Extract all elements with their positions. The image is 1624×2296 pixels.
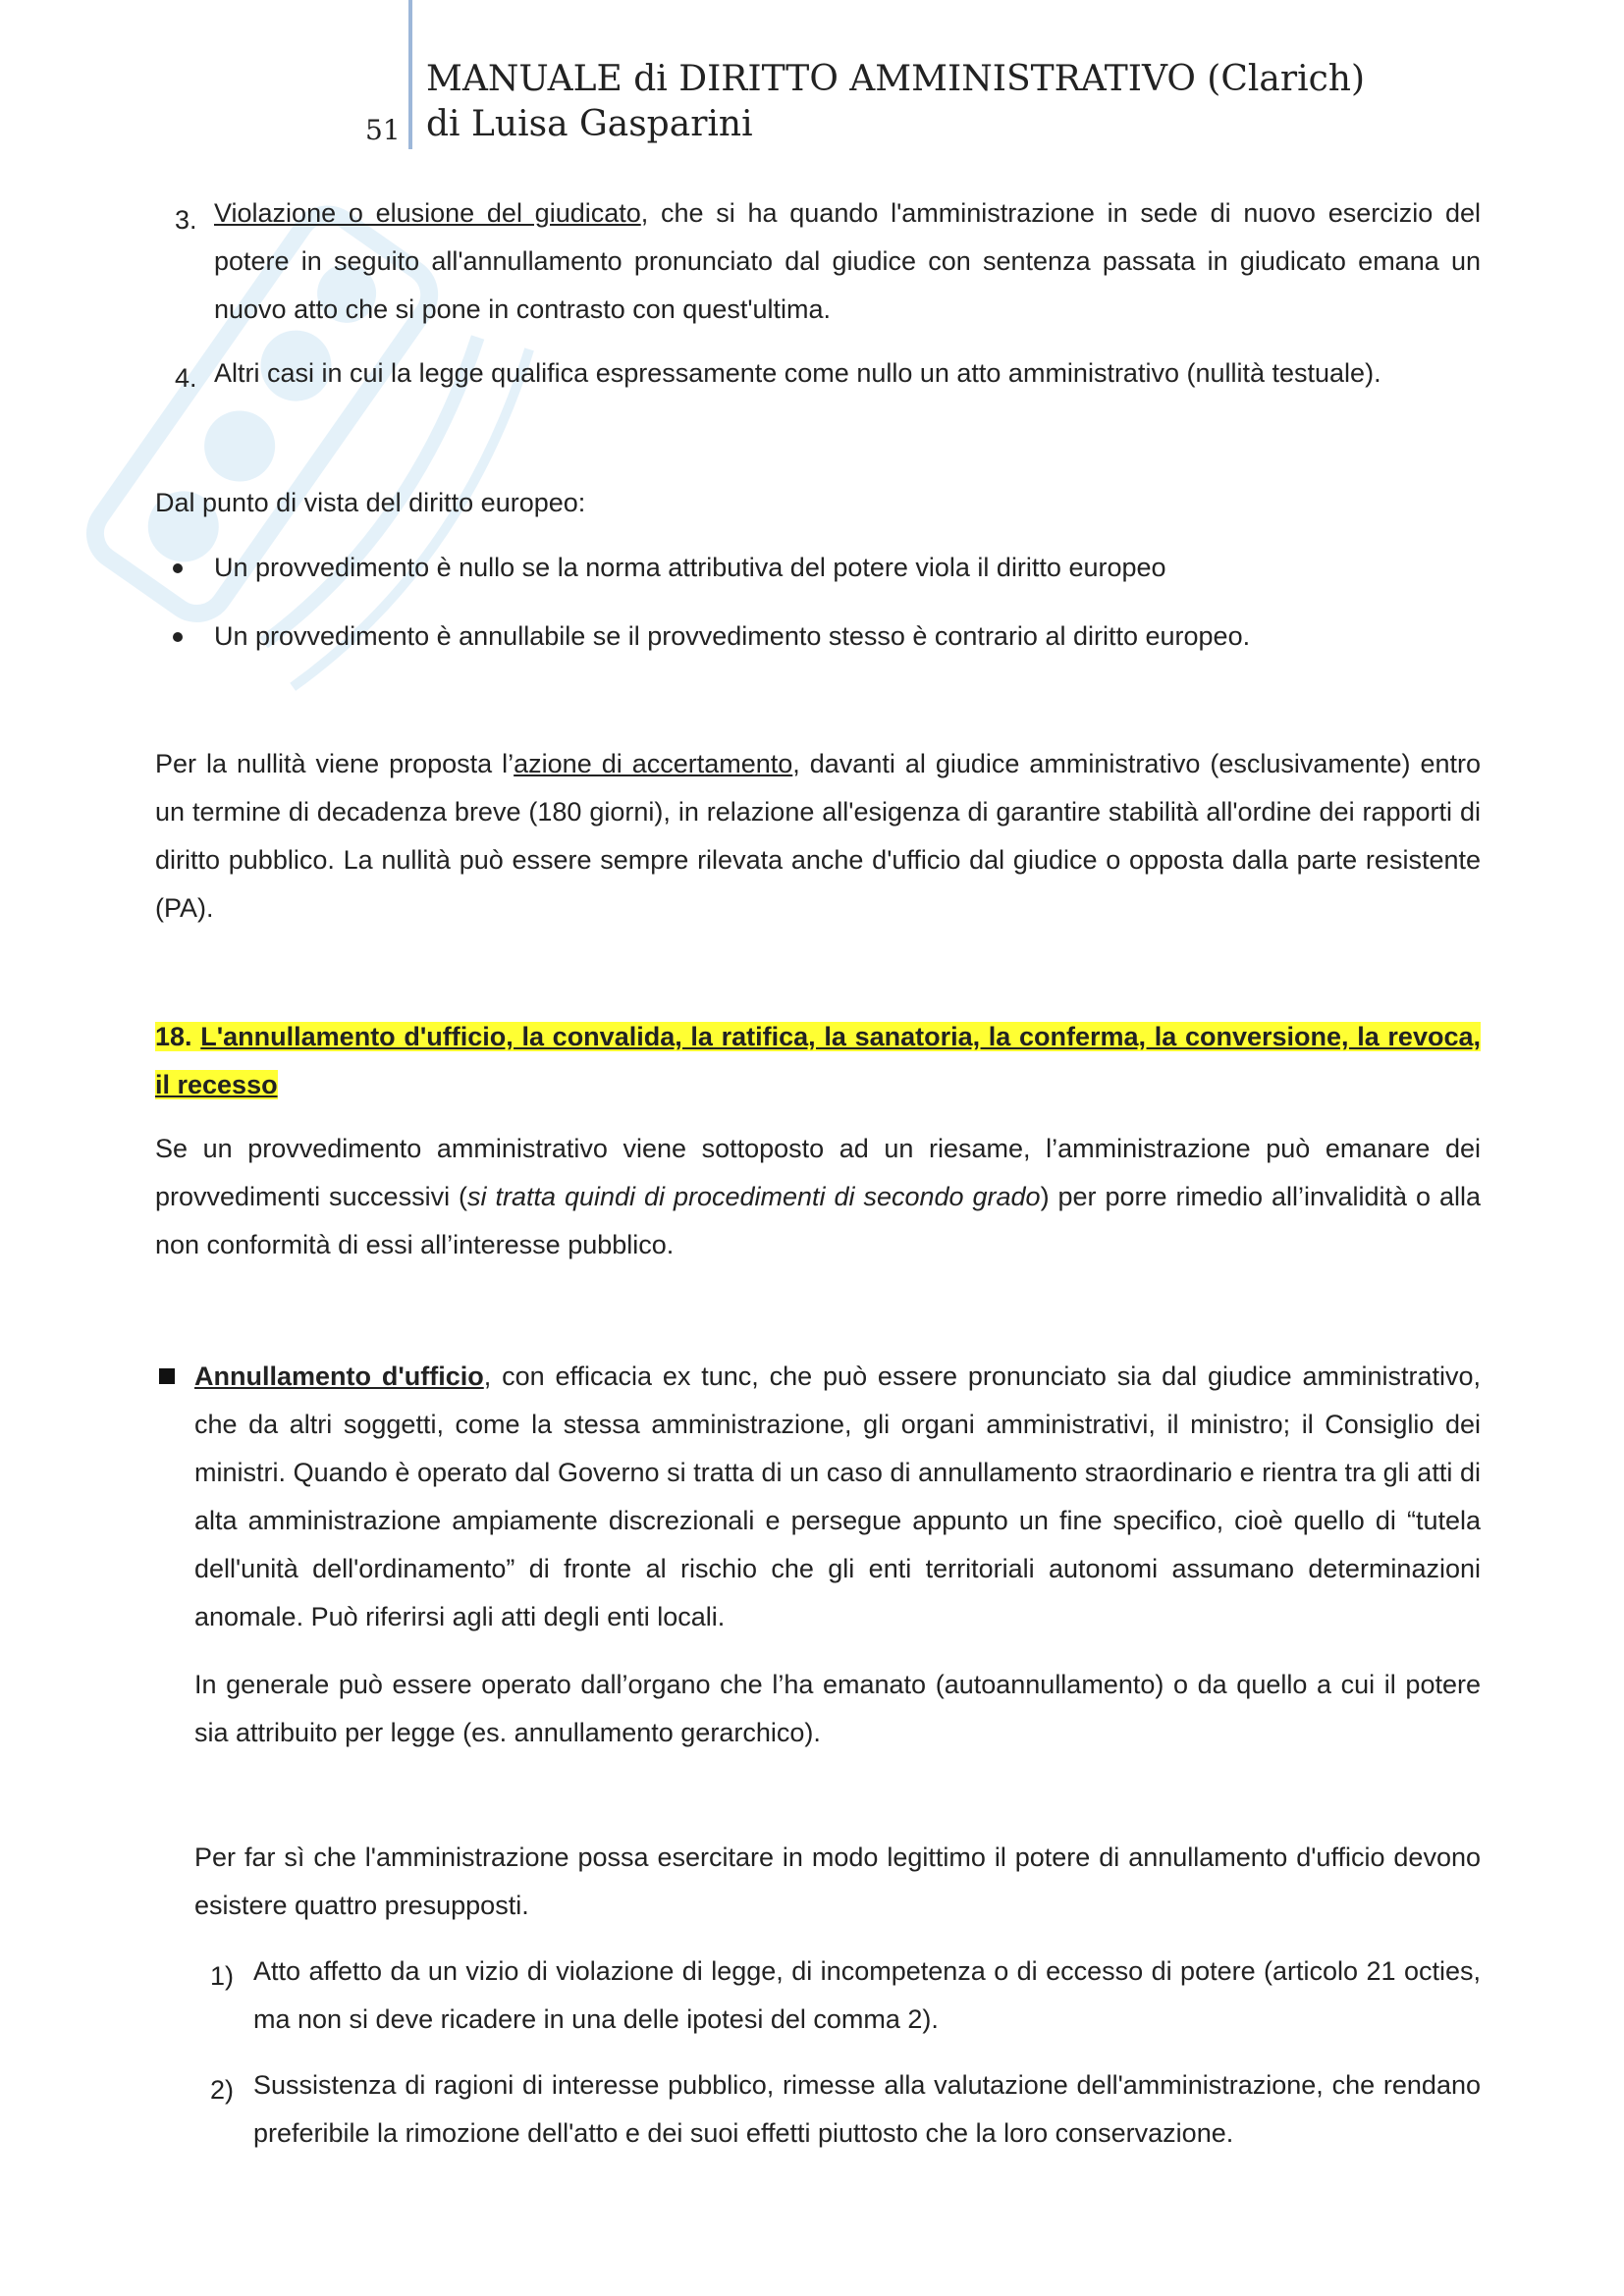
- square-bullet-icon: [159, 1368, 175, 1384]
- prerequisites-intro: Per far sì che l'amministrazione possa esercitare in modo legittimo il potere di annullamento d'ufficio devono esistere quattro presupposti.: [194, 1842, 1481, 1920]
- header-rule: [408, 0, 412, 149]
- underlined-term: azione di accertamento: [514, 749, 793, 778]
- title-line-1: MANUALE di DIRITTO AMMINISTRATIVO (Clarich): [426, 59, 1365, 99]
- prerequisite-item: Sussistenza di ragioni di interesse pubblico, rimesse alla valutazione dell'amministrazione, che rendano preferibile la rimozione dell'atto e dei suoi effetti piuttosto che la loro conservazione.: [253, 2070, 1481, 2148]
- section-heading: [155, 1013, 1481, 1109]
- review-paragraph: Se un provvedimento amministrativo viene sottoposto ad un riesame, l’amministrazione può emanare dei provvedimenti successivi (si tratta quindi di procedimenti di secondo grado) per porre rimedio all’invalidità o alla non conformità di essi all’interesse pubblico.: [155, 1134, 1481, 1259]
- section-title: L'annullamento d'ufficio, la convalida, la ratifica, la sanatoria, la conferma, la conversione, la revoca, il recesso: [155, 1022, 1481, 1099]
- bullet-dot-icon: [173, 632, 183, 642]
- section-number: 18.: [155, 1022, 192, 1051]
- bold-term: Annullamento d'ufficio: [194, 1362, 484, 1391]
- eu-intro: Dal punto di vista del diritto europeo:: [155, 488, 586, 517]
- prerequisite-item: Atto affetto da un vizio di violazione di legge, di incompetenza o di eccesso di potere (articolo 21 octies, ma non si deve ricadere in una delle ipotesi del comma 2).: [253, 1956, 1481, 2034]
- document-title: [426, 57, 1365, 147]
- bullet-item: Un provvedimento è nullo se la norma attributiva del potere viola il diritto europeo: [214, 553, 1166, 582]
- list-marker: 3.: [175, 205, 197, 235]
- bullet-dot-icon: [173, 563, 183, 573]
- underlined-term: Violazione o elusione del giudicato: [214, 198, 641, 228]
- annullamento-paragraph: Annullamento d'ufficio, con efficacia ex tunc, che può essere pronunciato sia dal giudice amministrativo, che da altri soggetti, come la stessa amministrazione, gli organi amministrativi, il ministro; il Consiglio dei ministri. Quando è operato dal Governo si tratta di un caso di annullamento straordinario e rientra tra gli atti di alta amministrazione ampiamente discrezionali e persegue appunto un fine specifico, cioè quello di “tutela dell'unità dell'ordinamento” di fronte al rischio che gli enti territoriali autonomi assumano determinazioni anomale. Può riferirsi agli atti degli enti locali.: [194, 1362, 1481, 1631]
- nullity-paragraph: Per la nullità viene proposta l’azione di accertamento, davanti al giudice amministrativo (esclusivamente) entro un termine di decadenza breve (180 giorni), in relazione all'esigenza di garantire stabilità all'ordine dei rapporti di diritto pubblico. La nullità può essere sempre rilevata anche d'ufficio dal giudice o opposta dalla parte resistente (PA).: [155, 749, 1481, 923]
- bullet-item: Un provvedimento è annullabile se il provvedimento stesso è contrario al diritto europeo.: [214, 621, 1251, 651]
- list-marker: 4.: [175, 363, 197, 393]
- list-marker: 1): [210, 1961, 235, 1991]
- title-line-2: di Luisa Gasparini: [426, 104, 753, 144]
- list-item: Altri casi in cui la legge qualifica espressamente come nullo un atto amministrativo (nullità testuale).: [214, 358, 1381, 388]
- general-paragraph: In generale può essere operato dall’organo che l’ha emanato (autoannullamento) o da quello a cui il potere sia attribuito per legge (es. annullamento gerarchico).: [194, 1670, 1481, 1747]
- list-marker: 2): [210, 2075, 235, 2105]
- list-item: Violazione o elusione del giudicato, che si ha quando l'amministrazione in sede di nuovo esercizio del potere in seguito all'annullamento pronunciato dal giudice con sentenza passata in giudicato emana un nuovo atto che si pone in contrasto con quest'ultima.: [214, 198, 1481, 324]
- page-number: 51: [365, 114, 401, 146]
